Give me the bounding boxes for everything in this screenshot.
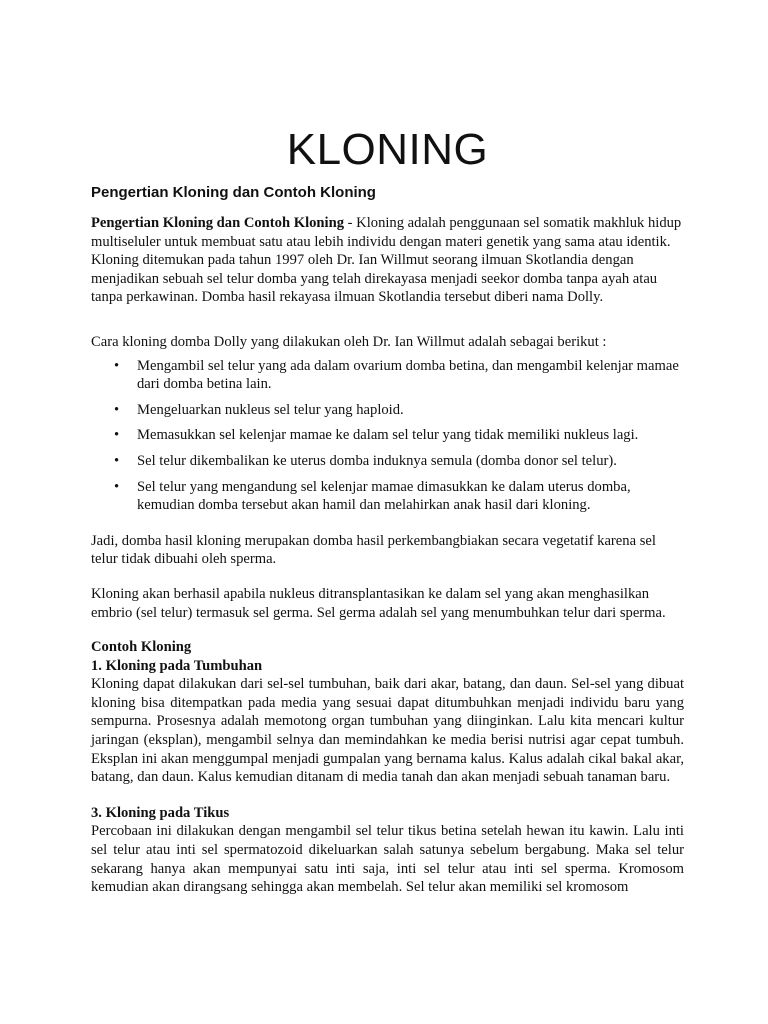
list-item: • Mengeluarkan nukleus sel telur yang haploid. [137, 401, 684, 420]
tikus-heading: 3. Kloning pada Tikus [91, 804, 230, 821]
steps-intro: Cara kloning domba Dolly yang dilakukan oleh Dr. Ian Willmut adalah sebagai berikut : [91, 333, 607, 350]
tikus-section [91, 804, 684, 897]
steps-list [91, 357, 684, 515]
page-title: KLONING [286, 125, 489, 174]
paragraph-kloning: Kloning akan berhasil apabila nukleus ditransplantasikan ke dalam sel yang akan menghasilkan embrio (sel telur) termasuk sel germa. Sel germa adalah sel yang menumbuhkan telur dari sperma. [91, 585, 666, 621]
tumbuhan-heading: 1. Kloning pada Tumbuhan [91, 657, 263, 674]
tikus-paragraph: Percobaan ini dilakukan dengan mengambil sel telur tikus betina setelah hewan itu kawin. Lalu inti sel telur atau inti sel spermatozoid dikeluarkan salah satunya sebelum bergabung. Maka sel telur sekarang hanya akan mempunyai satu inti saja, inti sel telur atau inti sel sperma. Kromosom kemudian akan dirangsang sehingga akan membelah. Sel telur akan memiliki sel kromosom [91, 823, 684, 896]
list-item: • Sel telur yang mengandung sel kelenjar mamae dimasukkan ke dalam uterus domba, kemudian domba tersebut akan hamil dan melahirkan anak hasil dari kloning. [137, 478, 684, 515]
intro-body: - Kloning adalah penggunaan sel somatik makhluk hidup multiseluler untuk membuat satu atau lebih individu dengan materi genetik yang sama atau identik. Kloning ditemukan pada tahun 1997 oleh Dr. Ian Willmut seorang ilmuan Skotlandia dengan menjadikan sebuah sel telur domba yang telah direkayasa menjadi seekor domba tanpa ayah atau tanpa perkawinan. Domba hasil rekayasa ilmuan Skotlandia tersebut diberi nama Dolly. [91, 215, 682, 306]
contoh-heading: Contoh Kloning [91, 639, 192, 656]
page-subtitle: Pengertian Kloning dan Contoh Kloning [91, 184, 376, 201]
paragraph-jadi: Jadi, domba hasil kloning merupakan domba hasil perkembangbiakan secara vegetatif karena sel telur tidak dibuahi oleh sperma. [91, 532, 656, 568]
intro-lead: Pengertian Kloning dan Contoh Kloning [91, 215, 345, 231]
contoh-section [91, 638, 684, 787]
intro-paragraph [91, 214, 684, 307]
list-item: • Memasukkan sel kelenjar mamae ke dalam sel telur yang tidak memiliki nukleus lagi. [137, 426, 684, 445]
list-item: • Sel telur dikembalikan ke uterus domba induknya semula (domba donor sel telur). [137, 452, 684, 471]
tumbuhan-paragraph: Kloning dapat dilakukan dari sel-sel tumbuhan, baik dari akar, batang, dan daun. Sel-sel yang dibuat kloning bisa ditempatkan pada media yang sesuai dapat ditumbuhkan menjadi individu baru yang sempurna. Prosesnya adalah memotong organ tumbuhan yang diinginkan. Lalu kita mencari kultur jaringan (eksplan), mengambil selnya dan memindahkan ke media berisi nutrisi agar cepat tumbuh. Eksplan ini akan menggumpal menjadi gumpalan yang bernama kalus. Kalus adalah cikal bakal akar, batang, dan daun. Kalus kemudian ditanam di media tanah dan akan menjadi sebuah tanaman baru. [91, 676, 684, 786]
list-item: • Mengambil sel telur yang ada dalam ovarium domba betina, dan mengambil kelenjar mamae dari domba betina lain. [137, 357, 684, 394]
